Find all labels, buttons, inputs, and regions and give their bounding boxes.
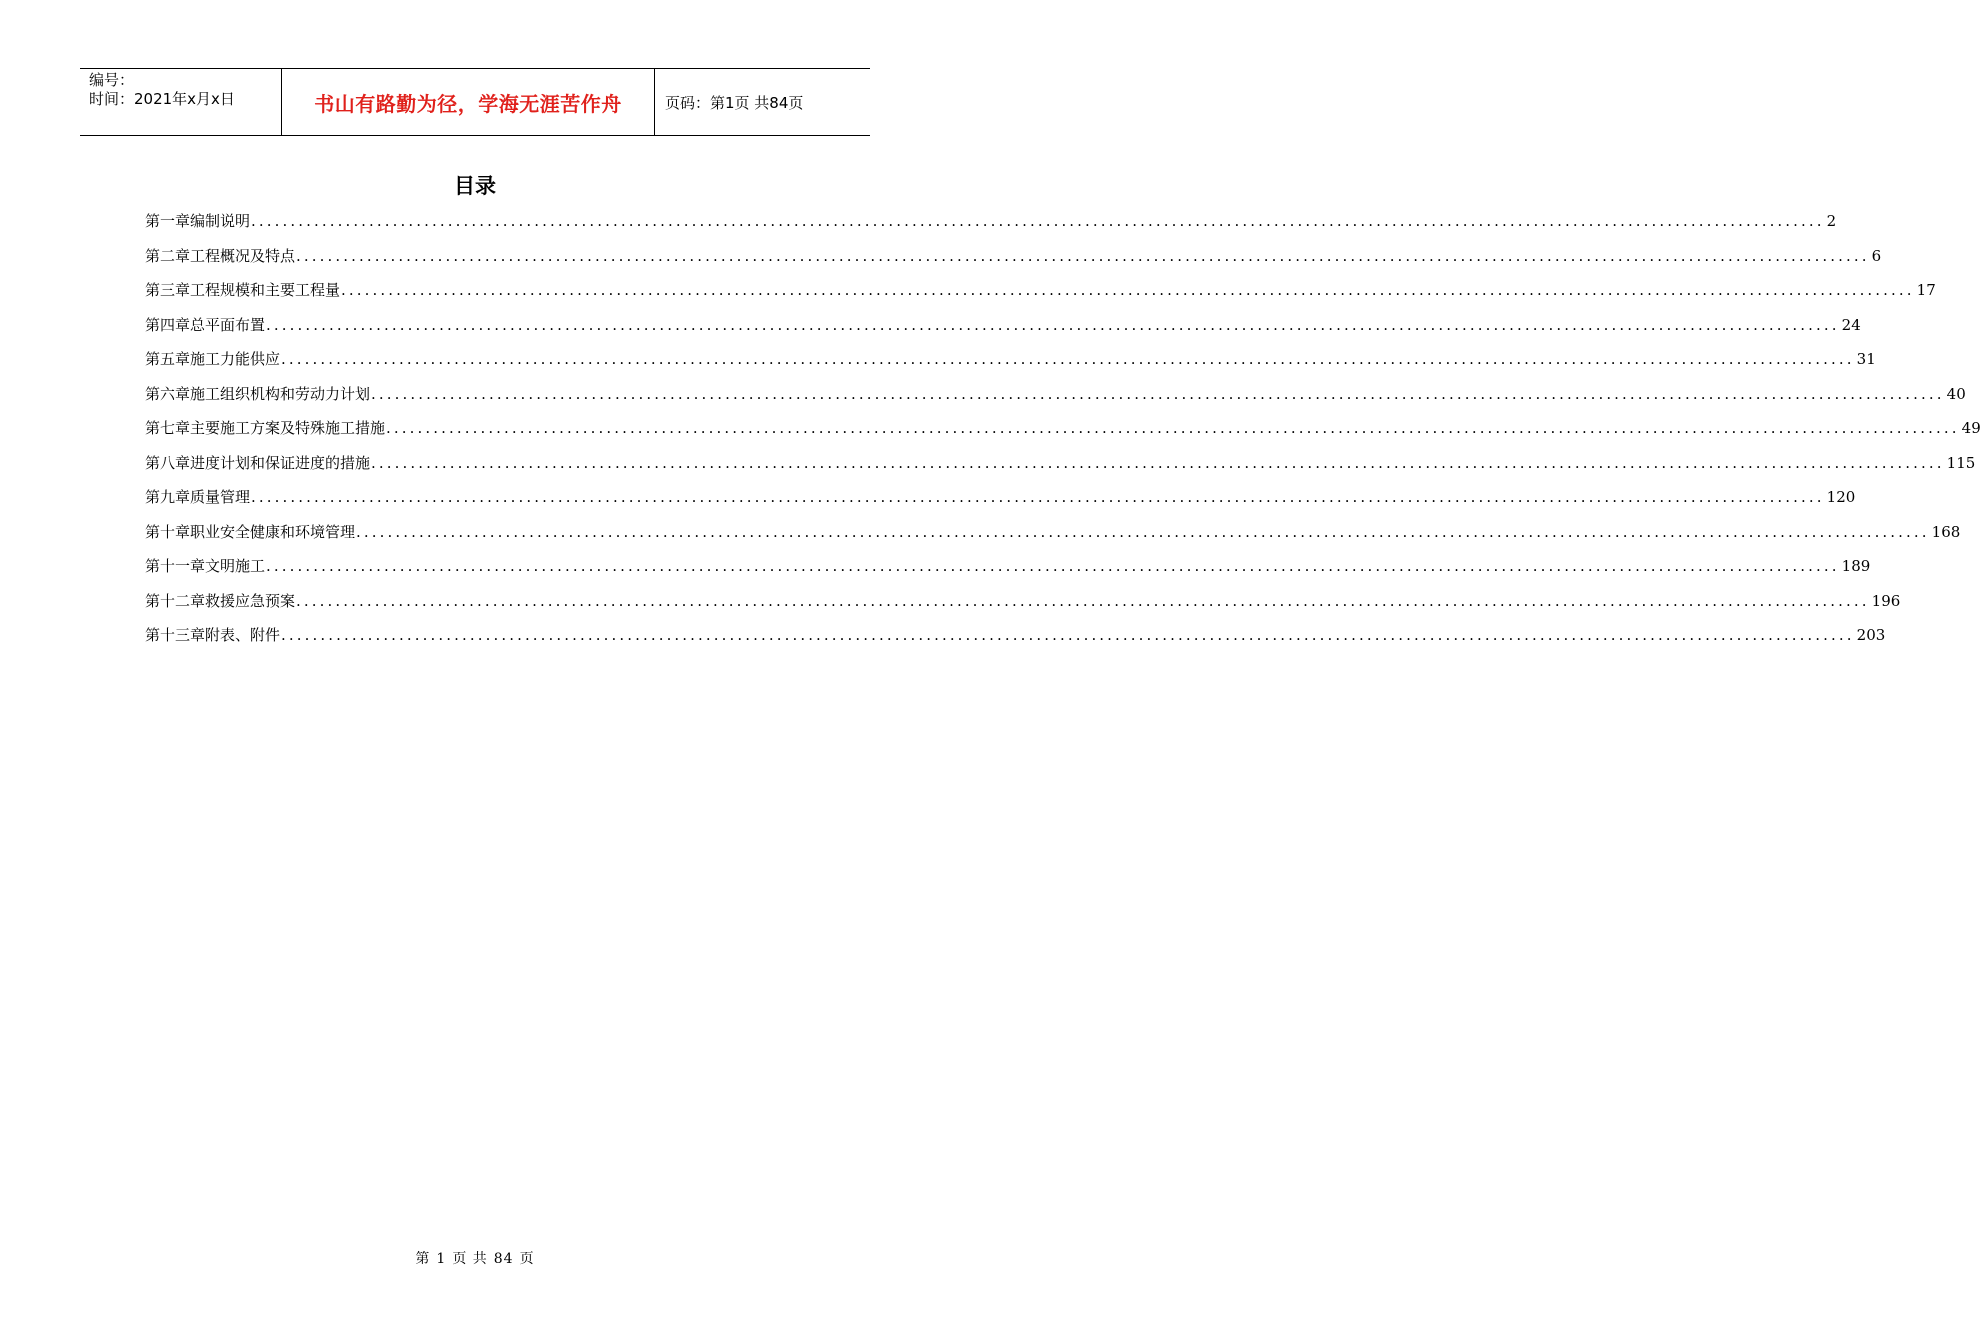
toc-chapter-title: 职业安全健康和环境管理	[190, 522, 356, 541]
header-motto-cell	[282, 69, 655, 135]
toc-chapter-number: 第十一章	[145, 557, 206, 575]
toc-chapter-number: 第七章	[145, 419, 191, 437]
toc-page-number: 203	[1856, 626, 1886, 644]
toc-chapter-title: 进度计划和保证进度的措施	[190, 453, 371, 472]
toc-page-number: 17	[1916, 281, 1936, 299]
toc-chapter-title: 质量管理	[190, 488, 251, 506]
toc-page-number: 24	[1841, 315, 1861, 334]
toc-chapter-number: 第二章	[145, 246, 191, 265]
toc-dot-leader: ........................................................................................................................................................................................................	[296, 591, 1870, 610]
toc-page-number: 40	[1946, 384, 1966, 403]
toc-chapter-number: 第四章	[145, 315, 191, 334]
document-header	[80, 68, 870, 136]
toc-dot-leader: ........................................................................................................................................................................................................	[371, 453, 1945, 472]
toc-entry[interactable]	[145, 383, 1966, 418]
toc-page-number: 2	[1826, 212, 1837, 230]
toc-chapter-title: 救援应急预案	[205, 591, 296, 610]
toc-page-number: 120	[1826, 488, 1856, 506]
toc-page-number: 31	[1856, 350, 1876, 368]
toc-page-number: 115	[1946, 453, 1976, 472]
footer-middle: 页 共	[452, 1251, 488, 1267]
toc-chapter-title: 编制说明	[190, 212, 251, 230]
toc-dot-leader: ........................................................................................................................................................................................................	[296, 246, 1870, 265]
toc-dot-leader: ........................................................................................................................................................................................................	[386, 419, 1960, 437]
toc-chapter-number: 第六章	[145, 384, 191, 403]
toc-entry[interactable]	[145, 555, 1871, 590]
toc-chapter-title: 附表、附件	[205, 626, 281, 644]
toc-entry[interactable]	[145, 521, 1961, 556]
toc-page-number: 49	[1961, 419, 1981, 437]
toc-entry[interactable]	[145, 590, 1901, 625]
toc-chapter-title: 工程概况及特点	[190, 246, 296, 265]
toc-dot-leader: ........................................................................................................................................................................................................	[251, 212, 1825, 230]
toc-page-number: 196	[1871, 591, 1901, 610]
toc-entry[interactable]	[145, 452, 1976, 487]
toc-dot-leader: ........................................................................................................................................................................................................	[281, 626, 1855, 644]
toc-dot-leader: ........................................................................................................................................................................................................	[266, 315, 1840, 334]
toc-page-number: 189	[1841, 557, 1871, 575]
header-meta-cell	[80, 69, 282, 135]
toc-chapter-title: 主要施工方案及特殊施工措施	[190, 419, 386, 437]
toc-entry[interactable]	[145, 279, 1936, 314]
toc-chapter-number: 第一章	[145, 212, 191, 230]
toc-entry[interactable]	[145, 348, 1876, 383]
toc-title: 目录	[454, 174, 496, 198]
document-date: 时间：2021年x月x日	[89, 90, 235, 108]
toc-page-number: 6	[1871, 246, 1882, 265]
toc-chapter-title: 施工力能供应	[190, 350, 281, 368]
footer-current-page: 1	[436, 1251, 447, 1267]
toc-chapter-title: 工程规模和主要工程量	[190, 281, 341, 299]
page-footer	[0, 1248, 950, 1268]
header-motto: 书山有路勤为径，学海无涯苦作舟	[314, 91, 622, 116]
toc-dot-leader: ........................................................................................................................................................................................................	[371, 384, 1945, 403]
document-number-label: 编号：	[89, 71, 135, 89]
toc-chapter-number: 第十二章	[145, 591, 206, 610]
toc-page-number: 168	[1931, 522, 1961, 541]
toc-chapter-number: 第九章	[145, 488, 191, 506]
toc-chapter-number: 第八章	[145, 453, 191, 472]
toc-dot-leader: ........................................................................................................................................................................................................	[251, 488, 1825, 506]
toc-entry[interactable]	[145, 417, 1981, 452]
toc-entry[interactable]	[145, 210, 1837, 245]
toc-dot-leader: ........................................................................................................................................................................................................	[266, 557, 1840, 575]
header-page-info: 页码：第1页 共84页	[665, 93, 804, 112]
footer-prefix: 第	[415, 1251, 431, 1267]
footer-suffix: 页	[519, 1251, 535, 1267]
header-page-cell	[655, 69, 870, 135]
toc-chapter-title: 总平面布置	[190, 315, 266, 334]
toc-chapter-title: 施工组织机构和劳动力计划	[190, 384, 371, 403]
toc-chapter-number: 第五章	[145, 350, 191, 368]
toc-dot-leader: ........................................................................................................................................................................................................	[356, 522, 1930, 541]
toc-chapter-number: 第十章	[145, 522, 191, 541]
footer-total-pages: 84	[493, 1251, 514, 1267]
toc-chapter-number: 第十三章	[145, 626, 206, 644]
toc-chapter-number: 第三章	[145, 281, 191, 299]
toc-entry[interactable]	[145, 486, 1856, 521]
toc-entry[interactable]	[145, 245, 1882, 280]
toc-dot-leader: ........................................................................................................................................................................................................	[281, 350, 1855, 368]
toc-entry[interactable]	[145, 624, 1886, 659]
toc-entry[interactable]	[145, 314, 1861, 349]
table-of-contents	[145, 210, 1981, 659]
toc-chapter-title: 文明施工	[205, 557, 266, 575]
toc-dot-leader: ........................................................................................................................................................................................................	[341, 281, 1915, 299]
